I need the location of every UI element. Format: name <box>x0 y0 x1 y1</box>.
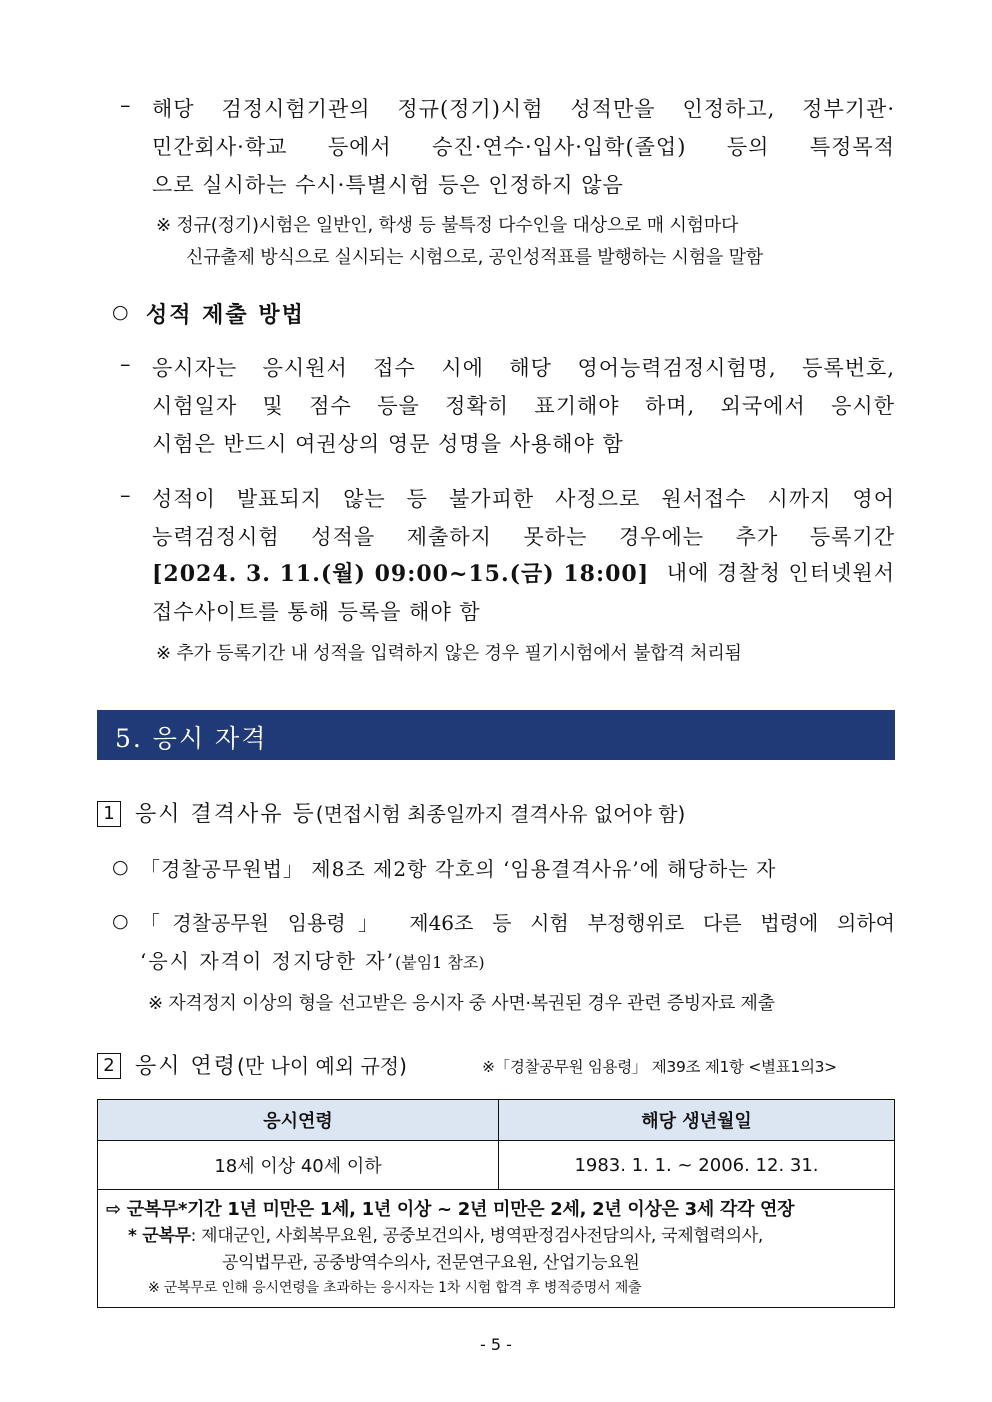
item-title-paren: (면접시험 최종일까지 결격사유 없어야 함) <box>315 802 686 826</box>
bullet-text <box>140 945 485 974</box>
bullet-text-small: (붙임1 참조) <box>395 953 485 972</box>
dash-marker: – <box>120 93 132 117</box>
paragraph-line: 접수사이트를 통해 등록을 해야 함 <box>152 600 481 624</box>
paragraph-line <box>152 557 895 588</box>
extension-note <box>106 1196 886 1223</box>
small-note: ※ 군복무로 인해 응시연령을 초과하는 응시자는 1차 시험 합격 후 병적증명서 제출 <box>148 1280 642 1296</box>
extension-note-text: 군복무*기간 1년 미만은 1세, 1년 이상 ~ 2년 미만은 2세, 2년 이상은 3세 각각 연장 <box>126 1199 795 1220</box>
note-line: ※ 자격정지 이상의 형을 선고받은 응시자 중 사면·복권된 경우 관련 증빙자료 제출 <box>148 993 775 1014</box>
section-title: 5. 응시 자격 <box>115 724 268 753</box>
table-cell: 1983. 1. 1. ~ 2006. 12. 31. <box>499 1141 895 1190</box>
item-number-box: 2 <box>97 1053 121 1079</box>
paragraph-line: 으로 실시하는 수시·특별시험 등은 인정하지 않음 <box>152 173 624 197</box>
dash-marker: – <box>120 352 132 376</box>
table-notes-row <box>98 1190 895 1308</box>
table-header-cell: 응시연령 <box>98 1100 499 1141</box>
table-header-cell: 해당 생년월일 <box>499 1100 895 1141</box>
legal-reference: ※「경찰공무원 임용령」 제39조 제1항 <별표1의3> <box>482 1058 837 1076</box>
paragraph-line: 해당 검정시험기관의 정규(정기)시험 성적만을 인정하고, 정부기관· <box>152 97 895 121</box>
note-line: 신규출제 방식으로 실시되는 시험으로, 공인성적표를 발행하는 시험을 말함 <box>186 247 763 268</box>
paragraph-text: 내에 경찰청 인터넷원서 <box>666 561 895 585</box>
page-number: - 5 - <box>480 1335 512 1354</box>
definition-label: * 군복무 <box>128 1226 191 1246</box>
paragraph-line: 시험은 반드시 여권상의 영문 성명을 사용해야 함 <box>152 432 624 456</box>
bullet-text: 「경찰공무원법」 제8조 제2항 각호의 ‘임용결격사유’에 해당하는 자 <box>140 857 777 881</box>
table-header-row <box>98 1100 895 1141</box>
bullet-marker: ○ <box>112 910 129 932</box>
table-row <box>98 1141 895 1190</box>
paragraph-line: 응시자는 응시원서 접수 시에 해당 영어능력검정시험명, 등록번호, <box>152 356 895 380</box>
dash-marker: – <box>120 483 132 507</box>
definition-line <box>106 1223 886 1250</box>
table-cell: 18세 이상 40세 이하 <box>98 1141 499 1190</box>
item-title-paren: (만 나이 예외 규정) <box>237 1054 407 1078</box>
note-line: ※ 추가 등록기간 내 성적을 입력하지 않은 경우 필기시험에서 불합격 처리됨 <box>156 643 742 664</box>
table-notes-cell <box>98 1190 895 1308</box>
item-heading <box>97 797 685 828</box>
bullet-marker: ○ <box>112 856 129 878</box>
bullet-text: 「경찰공무원 임용령」 제46조 등 시험 부정행위로 다른 법령에 의하여 <box>140 911 895 935</box>
definition-text: : 제대군인, 사회복무요원, 공중보건의사, 병역판정검사전담의사, 국제협력의사, <box>190 1226 763 1246</box>
arrow-icon: ⇨ <box>106 1199 121 1220</box>
item-number-box: 1 <box>97 801 121 827</box>
subheading: 성적 제출 방법 <box>146 302 305 328</box>
paragraph-line: 성적이 발표되지 않는 등 불가피한 사정으로 원서접수 시까지 영어 <box>152 487 895 511</box>
section-header-bar <box>97 710 895 760</box>
bullet-text-main: ‘응시 자격이 정지당한 자’ <box>140 949 395 973</box>
age-table <box>97 1099 895 1308</box>
item-title: 응시 연령 <box>135 1054 238 1079</box>
definition-line: 공익법무관, 공중방역수의사, 전문연구요원, 산업기능요원 <box>222 1253 640 1273</box>
registration-period: [2024. 3. 11.(월) 09:00~15.(금) 18:00] <box>152 561 650 587</box>
item-title: 응시 결격사유 등 <box>135 802 316 827</box>
paragraph-line: 민간회사·학교 등에서 승진·연수·입사·입학(졸업) 등의 특정목적 <box>152 135 895 159</box>
item-heading <box>97 1049 407 1080</box>
paragraph-line: 능력검정시험 성적을 제출하지 못하는 경우에는 추가 등록기간 <box>152 525 895 549</box>
note-line: ※ 정규(정기)시험은 일반인, 학생 등 불특정 다수인을 대상으로 매 시험마다 <box>156 215 739 236</box>
paragraph-line: 시험일자 및 점수 등을 정확히 표기해야 하며, 외국에서 응시한 <box>152 394 895 418</box>
bullet-marker: ○ <box>112 301 129 323</box>
